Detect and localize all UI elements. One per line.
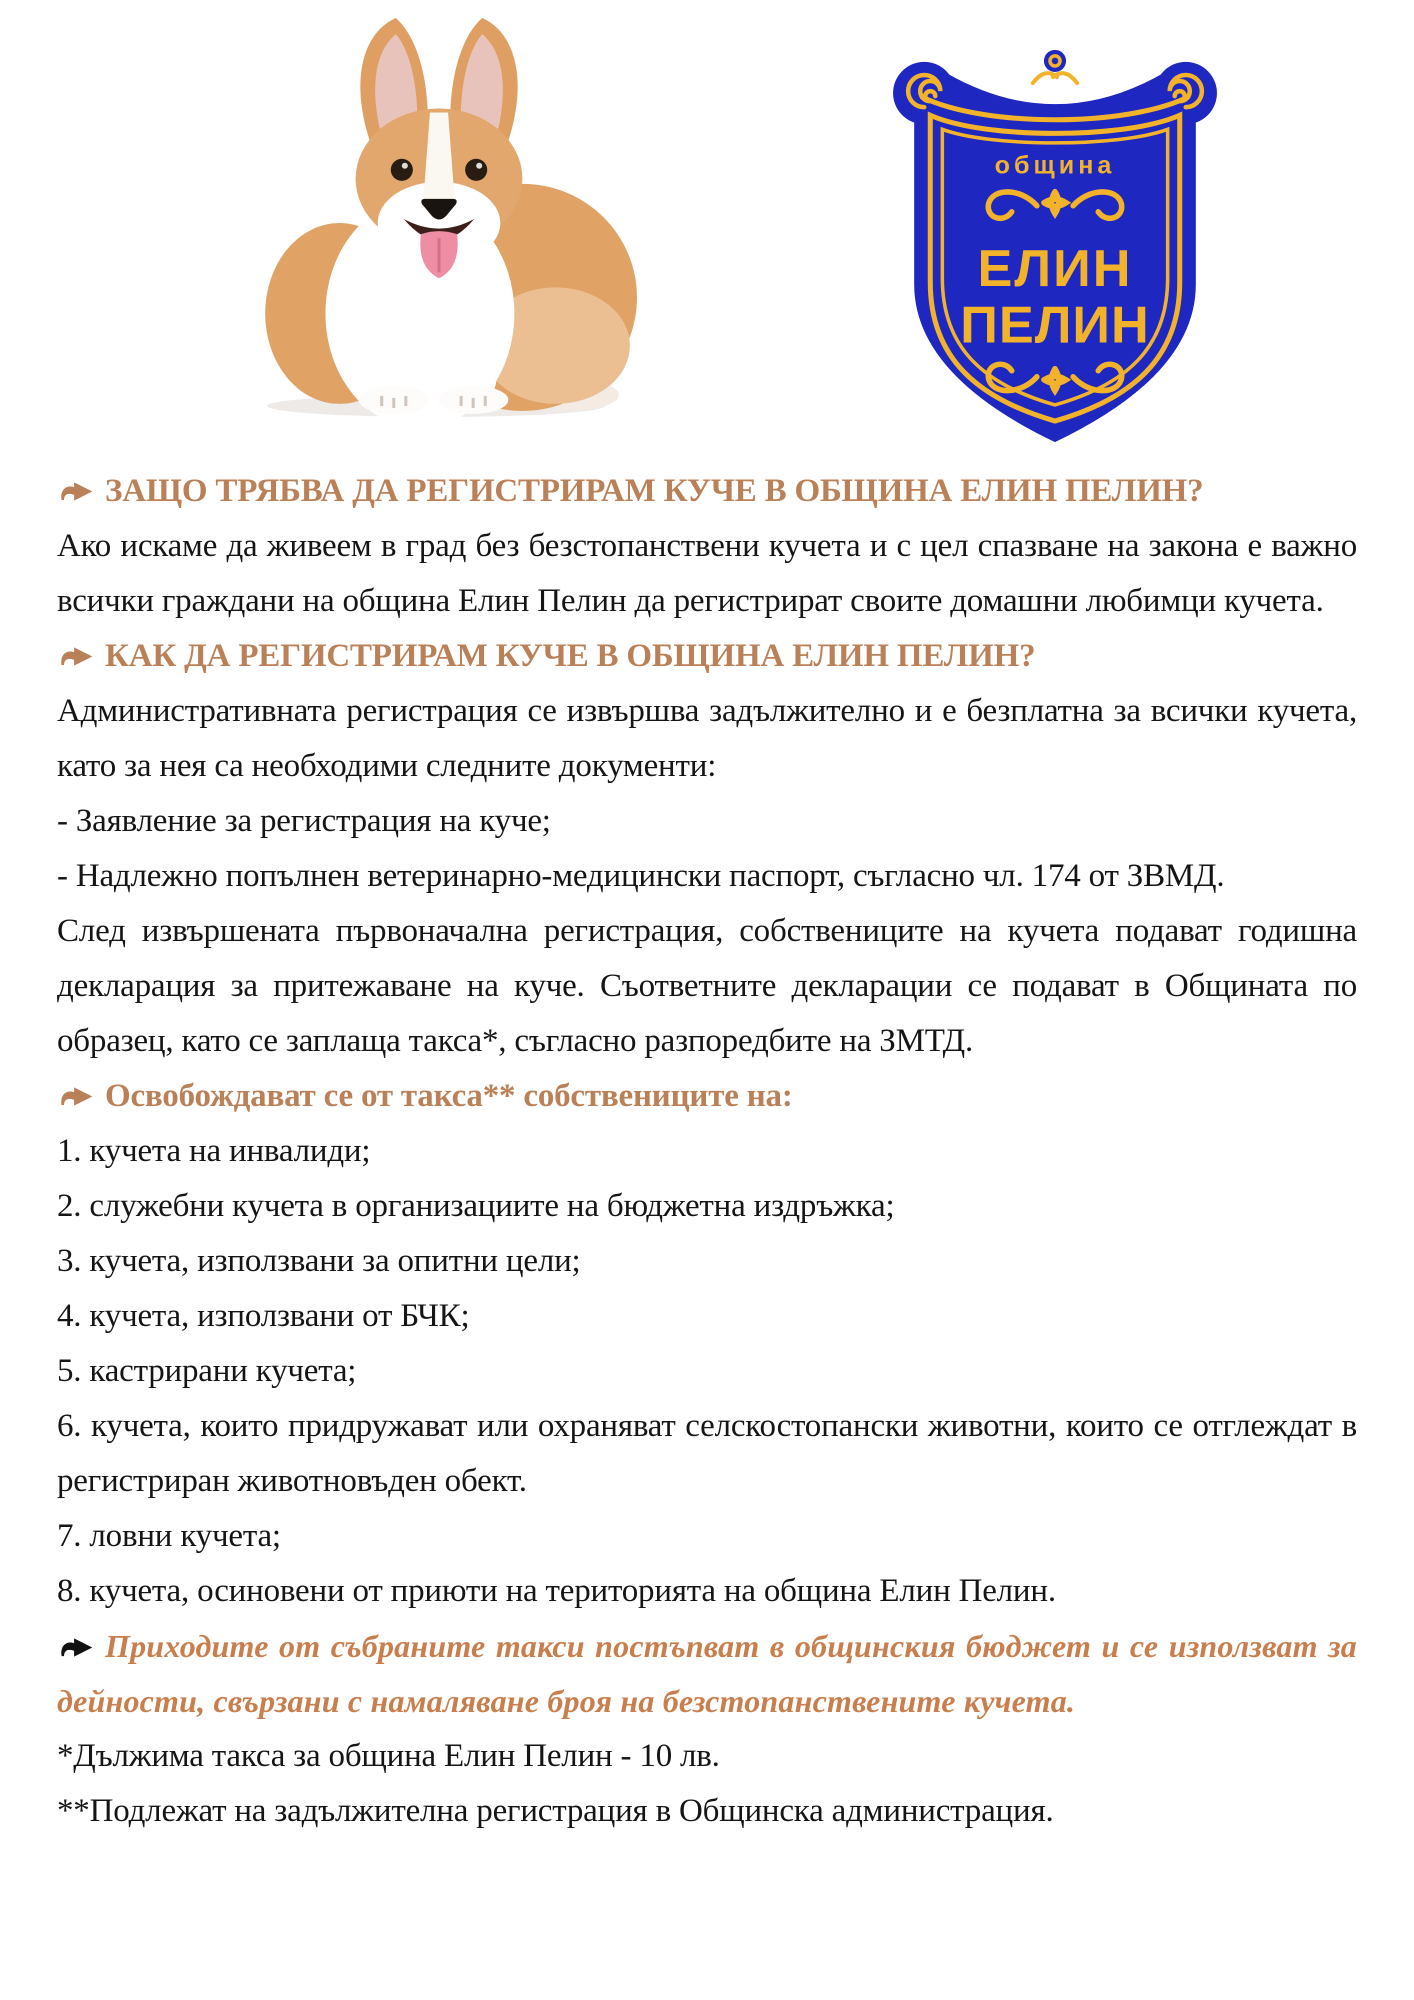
heading-text: ЗАЩО ТРЯБВА ДА РЕГИСТРИРАМ КУЧЕ В ОБЩИНА ЕЛИН ПЕЛИН? bbox=[105, 473, 1204, 509]
section-heading-exemptions bbox=[57, 1069, 1357, 1124]
paragraph-why-register: Ако искаме да живеем в град без безстопанствени кучета и с цел спазване на закона е важно всички граждани на община Елин Пелин да регистрират своите домашни любимци кучета. bbox=[57, 528, 1357, 619]
heading-arrow-icon bbox=[57, 645, 95, 668]
list-item: 7. ловни кучета; bbox=[57, 1518, 281, 1554]
heading-arrow-icon bbox=[57, 480, 95, 503]
note-arrow-icon bbox=[57, 1636, 95, 1659]
municipality-emblem bbox=[884, 42, 1226, 446]
revenue-note bbox=[57, 1619, 1357, 1729]
heading-text: Освобождават се от такса** собствениците на: bbox=[105, 1078, 793, 1114]
section-heading-why-register bbox=[57, 464, 1357, 519]
document-body bbox=[57, 464, 1357, 1839]
required-document-item: - Заявление за регистрация на куче; bbox=[57, 803, 551, 839]
emblem-name-line2: ПЕЛИН bbox=[960, 296, 1150, 355]
emblem-shield bbox=[884, 42, 1226, 446]
list-item: 6. кучета, които придружават или охраняват селскостопански животни, които се отглеждат в регистриран животновъден обект. bbox=[57, 1408, 1357, 1499]
revenue-note-text: Приходите от събраните такси постъпват в общинския бюджет и се използват за дейности, свързани с намаляване броя на безстопанствените кучета. bbox=[57, 1628, 1357, 1719]
heading-arrow-icon bbox=[57, 1085, 95, 1108]
list-item: 2. служебни кучета в организациите на бюджетна издръжка; bbox=[57, 1188, 895, 1224]
corgi-illustration bbox=[222, 6, 656, 418]
list-item: 4. кучета, използвани от БЧК; bbox=[57, 1298, 470, 1334]
heading-text: КАК ДА РЕГИСТРИРАМ КУЧЕ В ОБЩИНА ЕЛИН ПЕЛИН? bbox=[105, 638, 1036, 674]
list-item: 3. кучета, използвани за опитни цели; bbox=[57, 1243, 581, 1279]
corgi-photo bbox=[222, 6, 656, 418]
exemption-list bbox=[57, 1124, 1357, 1619]
paragraph-registration-info: Административната регистрация се извършва задължително и е безплатна за всички кучета, като за нея са необходими следните документи: bbox=[57, 693, 1357, 784]
section-heading-how-register bbox=[57, 629, 1357, 684]
required-document-item: - Надлежно попълнен ветеринарно-медицински паспорт, съгласно чл. 174 от ЗВМД. bbox=[57, 858, 1225, 894]
emblem-top-label: община bbox=[994, 151, 1116, 180]
list-item: 1. кучета на инвалиди; bbox=[57, 1133, 371, 1169]
footnote-fee: *Дължима такса за община Елин Пелин - 10 лв. bbox=[57, 1738, 720, 1774]
list-item: 8. кучета, осиновени от приюти на територията на община Елин Пелин. bbox=[57, 1573, 1056, 1609]
footnote-mandatory: **Подлежат на задължителна регистрация в Общинска администрация. bbox=[57, 1793, 1054, 1829]
emblem-name-line1: ЕЛИН bbox=[977, 240, 1133, 299]
paragraph-annual-declaration: След извършената първоначална регистрация, собствениците на кучета подават годишна декларация за притежаване на куче. Съответните декларации се подават в Общината по образец, като се заплаща такса*, съгласно разпоредбите на ЗМТД. bbox=[57, 913, 1357, 1059]
list-item: 5. кастрирани кучета; bbox=[57, 1353, 357, 1389]
